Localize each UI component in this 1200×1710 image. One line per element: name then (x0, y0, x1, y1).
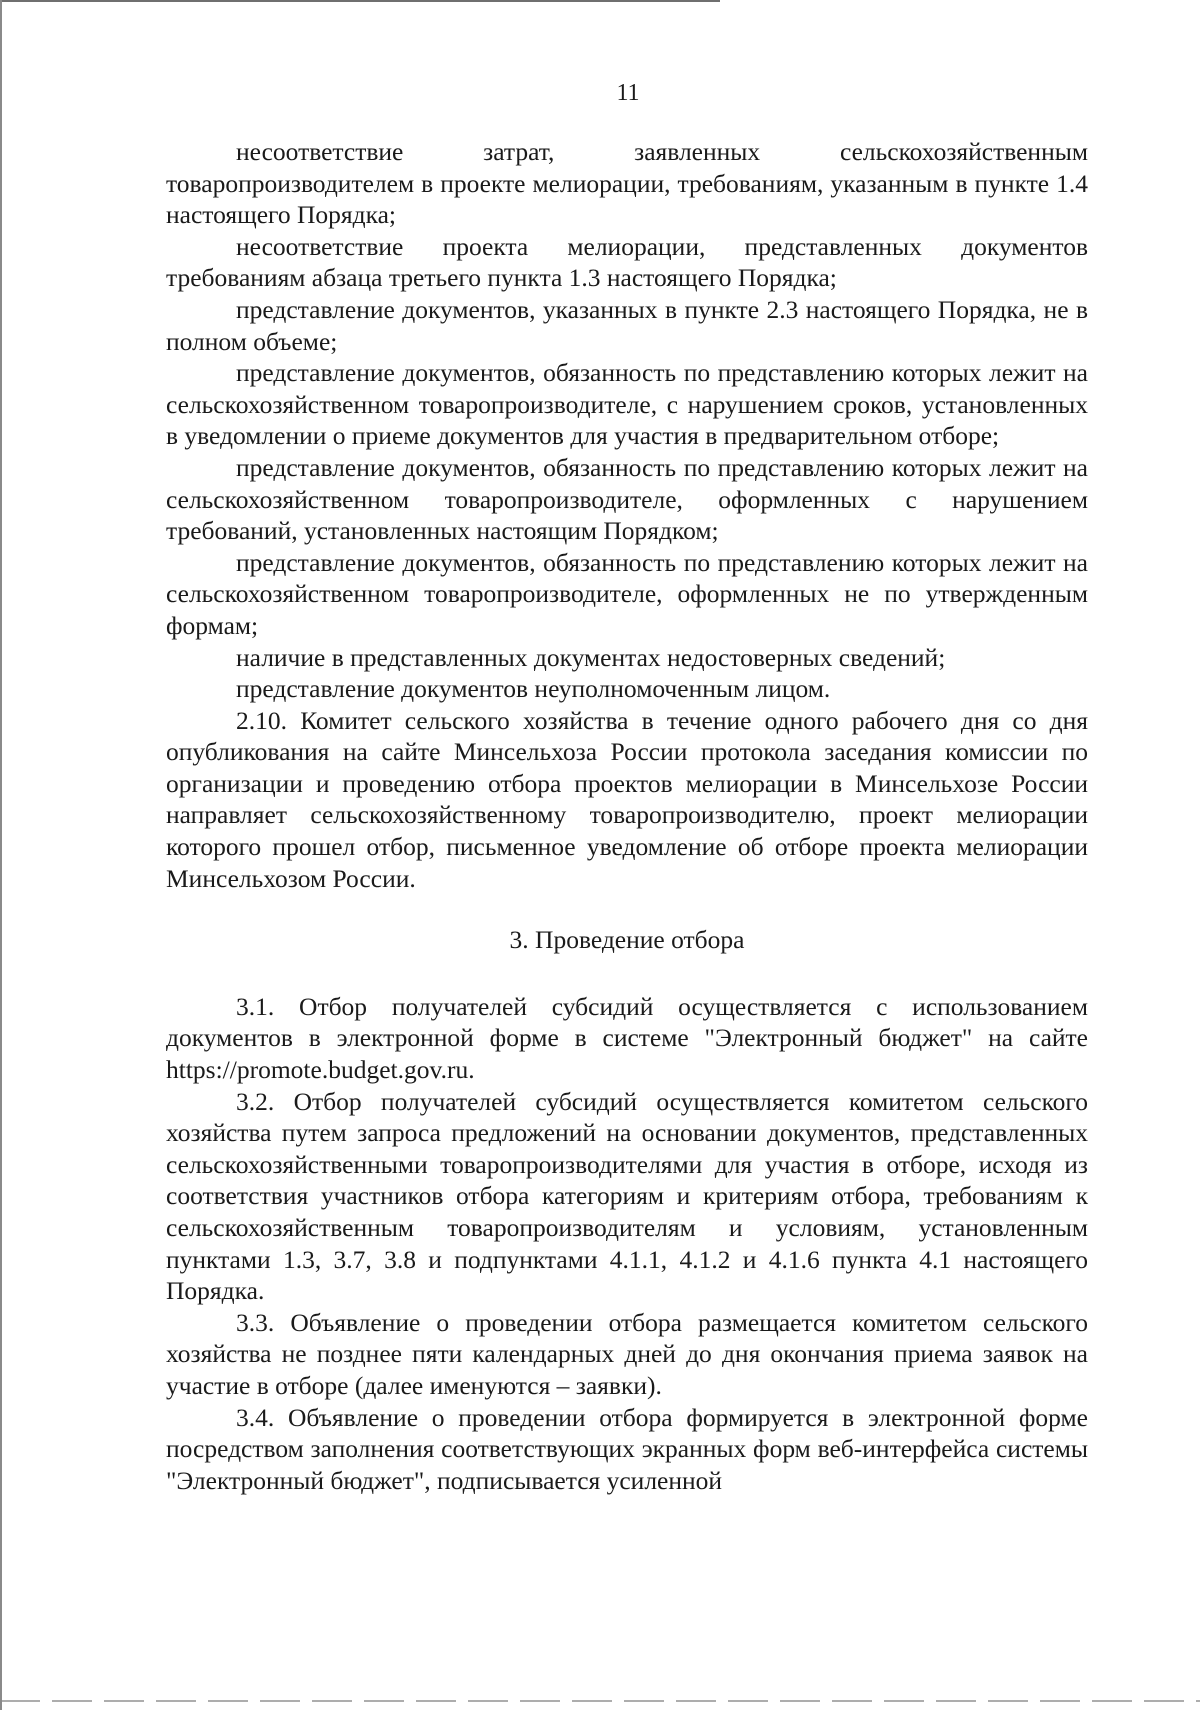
paragraph: представление документов неуполномоченным лицом. (236, 674, 831, 704)
scan-edge-top (0, 0, 1200, 2)
paragraph: 3.4. Объявление о проведении отбора формируется в электронной форме посредством заполнения соответствующих экранных форм веб-интерфейса системы "Электронный бюджет", подписывается усиленной (166, 1402, 1088, 1495)
paragraph: 3.2. Отбор получателей субсидий осуществляется комитетом сельского хозяйства путем запроса предложений на основании документов, представленных сельскохозяйственными товаропроизводителями для участия в отборе, исходя из соответствия участников отбора категориям и критериям отбора, требованиям к сельскохозяйственным товаропроизводителям и условиям, установленным пунктами 1.3, 3.7, 3.8 и подпунктами 4.1.1, 4.1.2 и 4.1.6 пункта 4.1 настоящего Порядка. (166, 1086, 1088, 1306)
paragraph: наличие в представленных документах недостоверных сведений; (236, 642, 946, 672)
document-body (166, 136, 1088, 1496)
paragraph: 3.3. Объявление о проведении отбора размещается комитетом сельского хозяйства не позднее пяти календарных дней до дня окончания приема заявок на участие в отборе (далее именуются – заявки). (166, 1307, 1088, 1400)
section-heading: 3. Проведение отбора (509, 925, 745, 955)
paragraph: 2.10. Комитет сельского хозяйства в течение одного рабочего дня со дня опубликования на сайте Минсельхоза России протокола заседания комиссии по организации и проведению отбора проектов мелиорации в Минсельхозе России направляет сельскохозяйственному товаропроизводителю, проект мелиорации которого прошел отбор, письменное уведомление об отборе проекта мелиорации Минсельхозом России. (166, 705, 1088, 893)
scan-edge-left (0, 0, 2, 1710)
paragraph: несоответствие проекта мелиорации, представленных документов требованиям абзаца третьего пункта 1.3 настоящего Порядка; (166, 231, 1088, 293)
paragraph: представление документов, обязанность по представлению которых лежит на сельскохозяйственном товаропроизводителе, оформленных с нарушением требований, установленных настоящим Порядком; (166, 452, 1088, 546)
paragraph: несоответствие затрат, заявленных сельскохозяйственным товаропроизводителем в проекте мелиорации, требованиям, указанным в пункте 1.4 настоящего Порядка; (166, 137, 1088, 230)
paragraph: представление документов, обязанность по представлению которых лежит на сельскохозяйственном товаропроизводителе, оформленных не по утвержденным формам; (166, 547, 1088, 640)
paragraph: 3.1. Отбор получателей субсидий осуществляется с использованием документов в электронной форме в системе "Электронный бюджет" на сайте https://promote.budget.gov.ru. (166, 991, 1088, 1085)
page-number: 11 (616, 80, 640, 106)
scan-edge-bottom (0, 1700, 1200, 1702)
paragraph: представление документов, указанных в пункте 2.3 настоящего Порядка, не в полном объеме; (166, 294, 1088, 356)
paragraph: представление документов, обязанность по представлению которых лежит на сельскохозяйственном товаропроизводителе, с нарушением сроков, установленных в уведомлении о приеме документов для участия в предварительном отборе; (166, 358, 1088, 451)
